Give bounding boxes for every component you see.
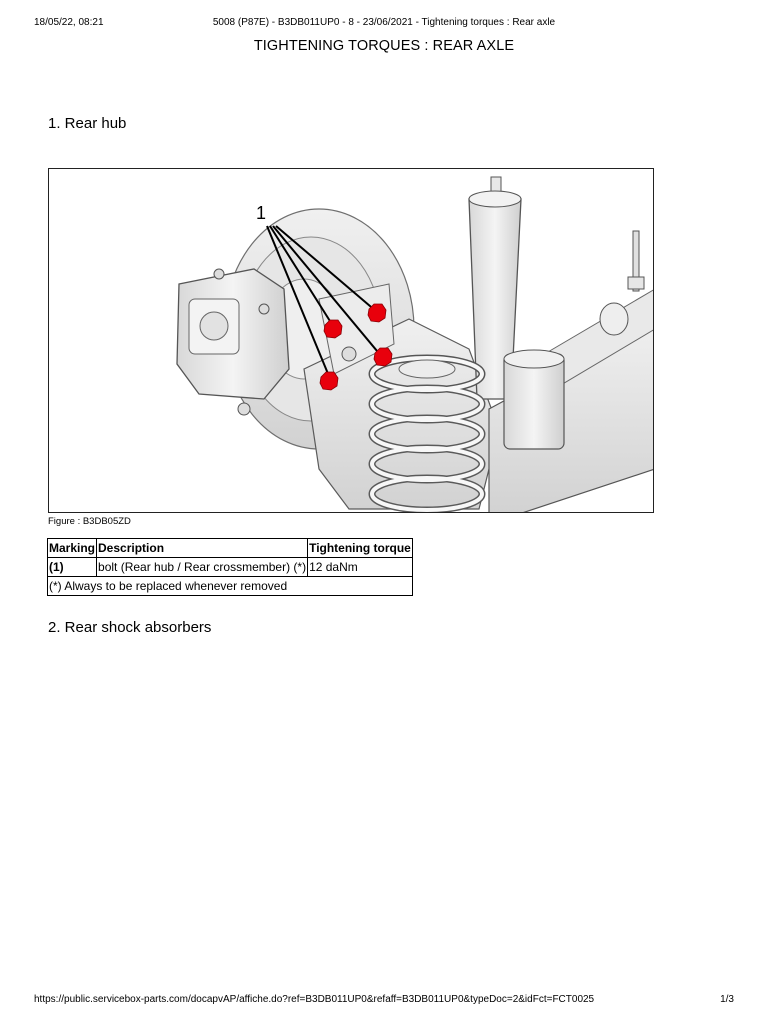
print-header-title: 5008 (P87E) - B3DB011UP0 - 8 - 23/06/2021 - Tightening torques : Rear axle bbox=[212, 17, 556, 28]
mount-stud bbox=[628, 231, 644, 291]
table-header-row bbox=[48, 539, 413, 558]
section-heading-rear-shock-absorbers: 2. Rear shock absorbers bbox=[48, 619, 212, 636]
column-header-marking: Marking bbox=[48, 539, 97, 558]
column-header-tightening-torque: Tightening torque bbox=[308, 539, 413, 558]
cell-marking: (1) bbox=[48, 558, 97, 577]
table-note-row bbox=[48, 577, 413, 596]
rear-axle-illustration bbox=[49, 169, 654, 513]
table-row bbox=[48, 558, 413, 577]
rear-hub-figure bbox=[48, 168, 654, 513]
cell-description: bolt (Rear hub / Rear crossmember) (*) bbox=[97, 558, 308, 577]
print-footer-url: https://public.servicebox-parts.com/docapvAP/affiche.do?ref=B3DB011UP0&refaff=B3DB011UP0&typeDoc=2&idFct=FCT0025 bbox=[34, 994, 595, 1005]
table-note: (*) Always to be replaced whenever removed bbox=[48, 577, 413, 596]
document-title: TIGHTENING TORQUES : REAR AXLE bbox=[253, 38, 515, 54]
tightening-torque-table bbox=[47, 538, 413, 596]
page-number: 1/3 bbox=[720, 994, 734, 1005]
callout-label: 1 bbox=[256, 203, 267, 223]
spring-seat bbox=[399, 360, 455, 378]
section-heading-rear-hub: 1. Rear hub bbox=[48, 115, 127, 132]
column-header-description: Description bbox=[97, 539, 308, 558]
figure-caption: Figure : B3DB05ZD bbox=[48, 516, 131, 527]
print-date: 18/05/22, 08:21 bbox=[34, 17, 104, 28]
cell-torque: 12 daNm bbox=[308, 558, 413, 577]
